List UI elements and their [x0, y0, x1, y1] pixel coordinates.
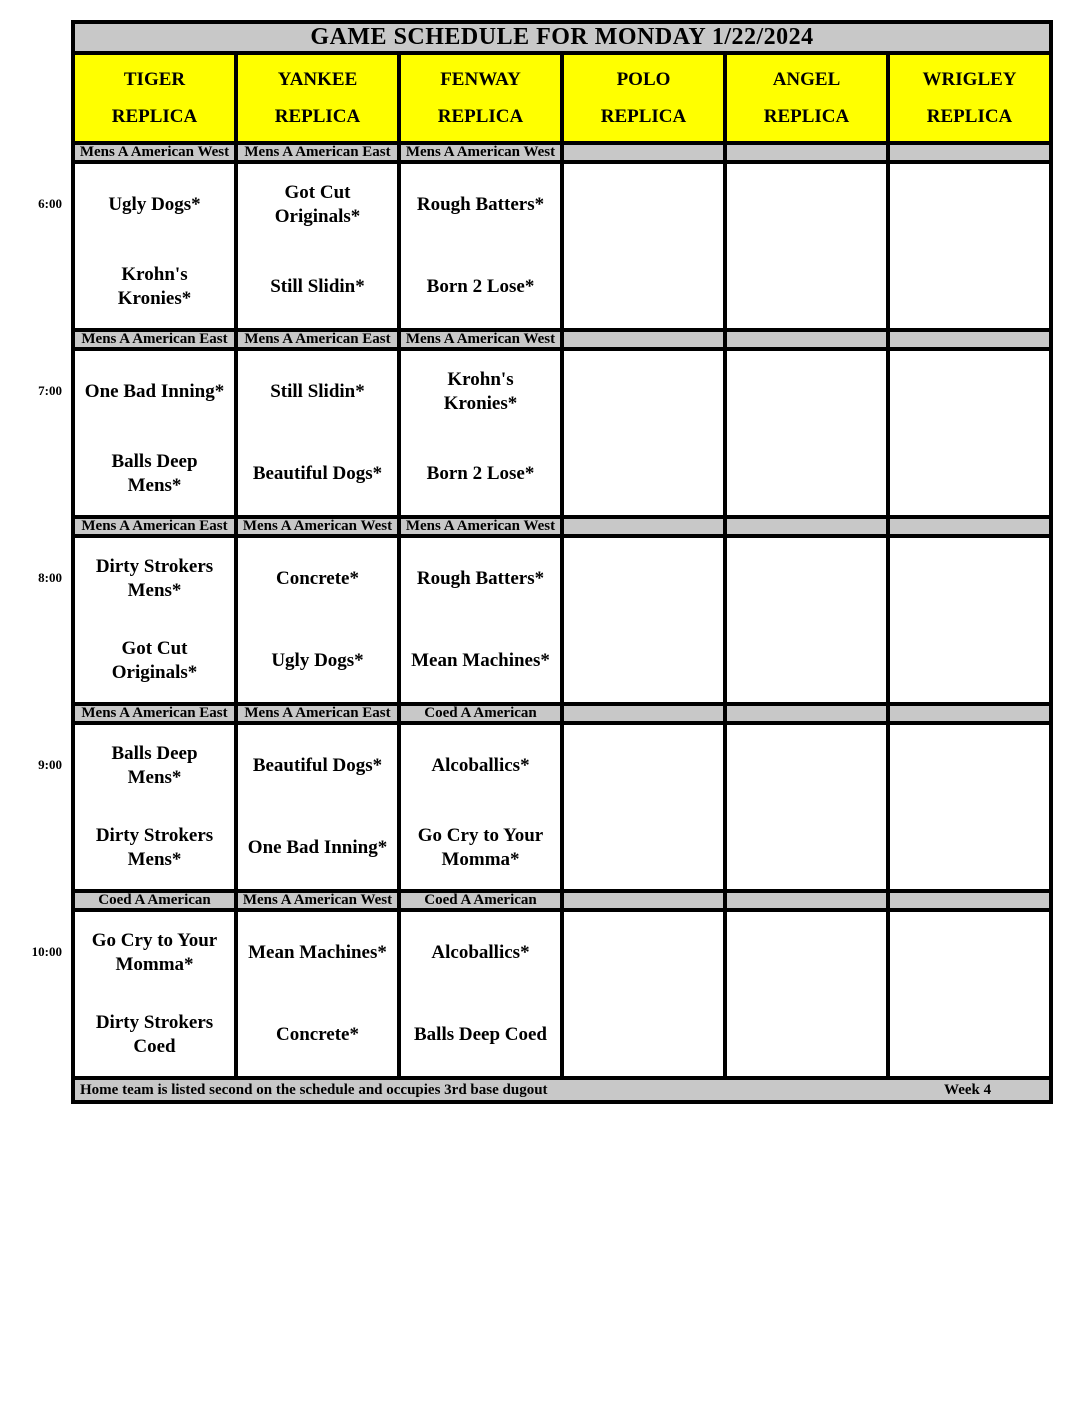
away-team-cell: Ugly Dogs* — [73, 162, 236, 246]
venue-header-wrigley — [888, 53, 1051, 143]
gutter-spacer — [0, 704, 73, 723]
league-cell — [888, 704, 1051, 723]
venue-header-tiger — [73, 53, 236, 143]
venue-sublabel: REPLICA — [926, 106, 1013, 127]
home-team-cell: Krohn's Kronies* — [73, 246, 236, 330]
home-team-cell — [725, 433, 888, 517]
home-team-cell: Balls Deep Coed — [399, 994, 562, 1078]
gutter-spacer — [0, 53, 73, 143]
away-team-cell: Concrete* — [236, 536, 399, 620]
venue-sublabel: REPLICA — [274, 106, 361, 127]
venue-sublabel: REPLICA — [600, 106, 687, 127]
venue-header-angel — [725, 53, 888, 143]
gutter-spacer — [0, 517, 73, 536]
league-cell — [725, 330, 888, 349]
away-team-cell: Go Cry to Your Momma* — [73, 910, 236, 994]
league-cell — [562, 143, 725, 162]
away-team-cell: Got Cut Originals* — [236, 162, 399, 246]
away-team-cell — [888, 723, 1051, 807]
league-cell — [888, 143, 1051, 162]
gutter-spacer — [0, 433, 73, 517]
static-bottom-rows — [0, 1078, 1051, 1102]
away-team-cell — [888, 910, 1051, 994]
league-row — [0, 330, 1051, 349]
league-cell — [888, 517, 1051, 536]
home-team-cell: Concrete* — [236, 994, 399, 1078]
venue-name: ANGEL — [772, 69, 841, 90]
home-team-row — [0, 620, 1051, 704]
away-team-cell — [562, 536, 725, 620]
away-team-cell: Beautiful Dogs* — [236, 723, 399, 807]
league-row — [0, 143, 1051, 162]
league-cell: Mens A American West — [236, 517, 399, 536]
home-team-row — [0, 807, 1051, 891]
league-cell — [888, 891, 1051, 910]
away-team-cell — [888, 162, 1051, 246]
gutter-spacer — [0, 807, 73, 891]
venue-header-yankee — [236, 53, 399, 143]
away-team-row — [0, 349, 1051, 433]
away-team-cell: Alcoballics* — [399, 910, 562, 994]
venue-sublabel: REPLICA — [111, 106, 198, 127]
time-slot-rows — [0, 143, 1051, 1078]
away-team-cell: Mean Machines* — [236, 910, 399, 994]
home-team-cell: Dirty Strokers Mens* — [73, 807, 236, 891]
home-team-cell: Beautiful Dogs* — [236, 433, 399, 517]
league-row — [0, 517, 1051, 536]
league-cell — [562, 891, 725, 910]
away-team-cell: Dirty Strokers Mens* — [73, 536, 236, 620]
gutter-spacer — [0, 1078, 73, 1102]
league-row — [0, 704, 1051, 723]
schedule-title: GAME SCHEDULE FOR MONDAY 1/22/2024 — [73, 22, 1051, 53]
league-cell: Mens A American East — [236, 704, 399, 723]
home-team-cell — [562, 994, 725, 1078]
away-team-cell: Rough Batters* — [399, 536, 562, 620]
time-label: 9:00 — [38, 757, 62, 772]
week-label: Week 4 — [944, 1081, 992, 1098]
footer-bar — [73, 1078, 1051, 1102]
title-row — [0, 22, 1051, 53]
home-team-cell — [888, 807, 1051, 891]
home-team-cell — [562, 620, 725, 704]
league-cell — [725, 517, 888, 536]
league-cell: Mens A American West — [399, 330, 562, 349]
away-team-cell: Krohn's Kronies* — [399, 349, 562, 433]
venue-name: WRIGLEY — [922, 69, 1017, 90]
away-team-cell — [562, 910, 725, 994]
home-team-cell — [888, 433, 1051, 517]
league-cell — [562, 517, 725, 536]
gutter-spacer — [0, 994, 73, 1078]
time-label: 6:00 — [38, 196, 62, 211]
away-team-cell: Rough Batters* — [399, 162, 562, 246]
home-team-cell: Mean Machines* — [399, 620, 562, 704]
venue-name: FENWAY — [440, 69, 521, 90]
gutter-spacer — [0, 246, 73, 330]
home-team-cell: Dirty Strokers Coed — [73, 994, 236, 1078]
home-team-cell — [562, 246, 725, 330]
footer-content — [75, 1082, 1049, 1099]
away-team-cell: Balls Deep Mens* — [73, 723, 236, 807]
gutter-spacer — [0, 330, 73, 349]
league-cell: Mens A American West — [236, 891, 399, 910]
away-team-row — [0, 162, 1051, 246]
league-cell — [725, 891, 888, 910]
venue-header-fenway — [399, 53, 562, 143]
gutter-spacer — [0, 891, 73, 910]
away-team-row — [0, 723, 1051, 807]
away-team-cell: One Bad Inning* — [73, 349, 236, 433]
home-team-cell — [888, 994, 1051, 1078]
away-team-cell — [725, 723, 888, 807]
league-cell: Mens A American East — [73, 517, 236, 536]
home-team-cell: Still Slidin* — [236, 246, 399, 330]
time-label: 7:00 — [38, 383, 62, 398]
static-top-rows — [0, 22, 1051, 143]
league-cell: Mens A American East — [73, 704, 236, 723]
venue-name: POLO — [616, 69, 671, 90]
league-cell — [562, 330, 725, 349]
venue-header-polo — [562, 53, 725, 143]
gutter-spacer — [0, 22, 73, 53]
home-team-cell — [888, 620, 1051, 704]
home-team-cell — [562, 807, 725, 891]
venue-name: TIGER — [123, 69, 186, 90]
league-cell: Mens A American East — [73, 330, 236, 349]
home-team-cell: Born 2 Lose* — [399, 433, 562, 517]
league-cell: Coed A American — [73, 891, 236, 910]
away-team-cell — [725, 910, 888, 994]
venue-sublabel: REPLICA — [763, 106, 850, 127]
venue-header-row — [0, 53, 1051, 143]
home-team-cell — [725, 246, 888, 330]
home-team-cell: Born 2 Lose* — [399, 246, 562, 330]
home-team-cell: Go Cry to Your Momma* — [399, 807, 562, 891]
league-cell: Mens A American East — [236, 330, 399, 349]
home-team-cell: Got Cut Originals* — [73, 620, 236, 704]
home-team-cell — [725, 994, 888, 1078]
away-team-cell — [725, 162, 888, 246]
away-team-cell — [562, 723, 725, 807]
time-label: 10:00 — [31, 944, 62, 959]
schedule-table — [0, 20, 1053, 1104]
away-team-cell — [725, 536, 888, 620]
home-team-cell — [725, 807, 888, 891]
away-team-cell — [725, 349, 888, 433]
league-cell — [725, 704, 888, 723]
away-team-cell — [888, 349, 1051, 433]
venue-name: YANKEE — [277, 69, 358, 90]
league-cell: Mens A American West — [399, 517, 562, 536]
home-team-row — [0, 246, 1051, 330]
away-team-cell — [562, 162, 725, 246]
away-team-cell — [562, 349, 725, 433]
league-cell — [725, 143, 888, 162]
home-team-row — [0, 994, 1051, 1078]
league-cell: Coed A American — [399, 704, 562, 723]
away-team-row — [0, 536, 1051, 620]
home-team-cell — [888, 246, 1051, 330]
league-cell: Mens A American East — [236, 143, 399, 162]
home-team-cell: One Bad Inning* — [236, 807, 399, 891]
home-team-cell — [725, 620, 888, 704]
gutter-spacer — [0, 143, 73, 162]
gutter-spacer — [0, 620, 73, 704]
footer-note: Home team is listed second on the schedule and occupies 3rd base dugout — [80, 1081, 548, 1098]
league-cell — [888, 330, 1051, 349]
away-team-cell — [888, 536, 1051, 620]
footer-row — [0, 1078, 1051, 1102]
away-team-row — [0, 910, 1051, 994]
home-team-cell: Ugly Dogs* — [236, 620, 399, 704]
time-label: 8:00 — [38, 570, 62, 585]
league-cell: Mens A American West — [73, 143, 236, 162]
league-cell: Coed A American — [399, 891, 562, 910]
league-cell — [562, 704, 725, 723]
venue-sublabel: REPLICA — [437, 106, 524, 127]
league-cell: Mens A American West — [399, 143, 562, 162]
home-team-cell — [562, 433, 725, 517]
home-team-row — [0, 433, 1051, 517]
away-team-cell: Alcoballics* — [399, 723, 562, 807]
league-row — [0, 891, 1051, 910]
home-team-cell: Balls Deep Mens* — [73, 433, 236, 517]
away-team-cell: Still Slidin* — [236, 349, 399, 433]
